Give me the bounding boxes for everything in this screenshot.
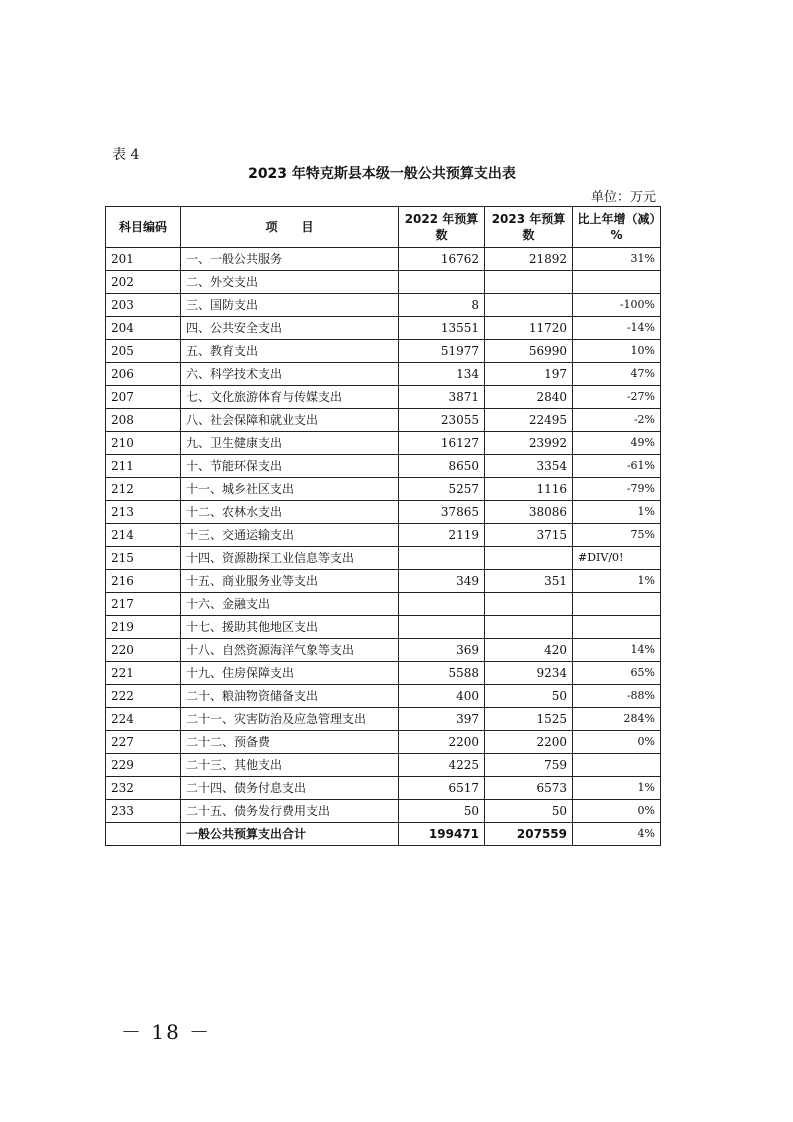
cell-change — [573, 593, 661, 616]
cell-budget-2022: 397 — [399, 708, 485, 731]
cell-item: 九、卫生健康支出 — [181, 432, 399, 455]
cell-item: 二十、粮油物资储备支出 — [181, 685, 399, 708]
cell-item: 十八、自然资源海洋气象等支出 — [181, 639, 399, 662]
cell-budget-2023: 2200 — [485, 731, 573, 754]
cell-code: 222 — [106, 685, 181, 708]
cell-code: 206 — [106, 363, 181, 386]
cell-budget-2023 — [485, 294, 573, 317]
table-row — [106, 386, 661, 409]
cell-code: 203 — [106, 294, 181, 317]
cell-budget-2023: 22495 — [485, 409, 573, 432]
cell-code: 202 — [106, 271, 181, 294]
cell-budget-2023 — [485, 616, 573, 639]
table-row — [106, 363, 661, 386]
cell-change — [573, 754, 661, 777]
cell-change: 4% — [573, 823, 661, 846]
header-change: 比上年增（减）% — [573, 207, 661, 248]
cell-item: 二十一、灾害防治及应急管理支出 — [181, 708, 399, 731]
cell-code: 210 — [106, 432, 181, 455]
table-row — [106, 432, 661, 455]
cell-code: 220 — [106, 639, 181, 662]
cell-code: 221 — [106, 662, 181, 685]
cell-item: 五、教育支出 — [181, 340, 399, 363]
cell-change: -2% — [573, 409, 661, 432]
table-row — [106, 754, 661, 777]
header-budget-2022: 2022 年预算数 — [399, 207, 485, 248]
page-number: － 18 － — [121, 1020, 212, 1044]
cell-item: 十五、商业服务业等支出 — [181, 570, 399, 593]
cell-budget-2022: 369 — [399, 639, 485, 662]
cell-change: #DIV/0! — [573, 547, 661, 570]
cell-budget-2022: 2200 — [399, 731, 485, 754]
table-row — [106, 777, 661, 800]
cell-budget-2023: 11720 — [485, 317, 573, 340]
table-row — [106, 271, 661, 294]
unit-label: 单位：万元 — [590, 190, 656, 205]
cell-budget-2022: 2119 — [399, 524, 485, 547]
cell-budget-2022 — [399, 616, 485, 639]
table-row — [106, 593, 661, 616]
cell-code: 212 — [106, 478, 181, 501]
cell-item: 一般公共预算支出合计 — [181, 823, 399, 846]
cell-change: 75% — [573, 524, 661, 547]
cell-budget-2023: 207559 — [485, 823, 573, 846]
cell-budget-2022 — [399, 547, 485, 570]
table-title: 2023 年特克斯县本级一般公共预算支出表 — [248, 166, 516, 182]
cell-code: 201 — [106, 248, 181, 271]
cell-change: 1% — [573, 777, 661, 800]
cell-budget-2023 — [485, 593, 573, 616]
table-row — [106, 708, 661, 731]
cell-code: 216 — [106, 570, 181, 593]
cell-budget-2022: 37865 — [399, 501, 485, 524]
cell-budget-2022: 4225 — [399, 754, 485, 777]
cell-change — [573, 271, 661, 294]
cell-budget-2022: 199471 — [399, 823, 485, 846]
cell-code: 217 — [106, 593, 181, 616]
cell-budget-2022: 23055 — [399, 409, 485, 432]
cell-budget-2023: 2840 — [485, 386, 573, 409]
cell-budget-2023: 23992 — [485, 432, 573, 455]
cell-budget-2022: 5257 — [399, 478, 485, 501]
cell-item: 十一、城乡社区支出 — [181, 478, 399, 501]
header-row — [106, 207, 661, 248]
cell-budget-2022: 8 — [399, 294, 485, 317]
cell-budget-2023: 50 — [485, 800, 573, 823]
cell-budget-2023: 6573 — [485, 777, 573, 800]
cell-item: 二十五、债务发行费用支出 — [181, 800, 399, 823]
cell-budget-2022: 6517 — [399, 777, 485, 800]
header-budget-2023: 2023 年预算数 — [485, 207, 573, 248]
cell-change: 49% — [573, 432, 661, 455]
cell-item: 十三、交通运输支出 — [181, 524, 399, 547]
cell-code: 224 — [106, 708, 181, 731]
cell-item: 二、外交支出 — [181, 271, 399, 294]
cell-code: 215 — [106, 547, 181, 570]
cell-change: 0% — [573, 731, 661, 754]
table-label: 表 4 — [112, 147, 140, 163]
table-row — [106, 455, 661, 478]
cell-budget-2023: 759 — [485, 754, 573, 777]
cell-budget-2023: 1116 — [485, 478, 573, 501]
cell-item: 一、一般公共服务 — [181, 248, 399, 271]
cell-item: 三、国防支出 — [181, 294, 399, 317]
cell-budget-2023: 1525 — [485, 708, 573, 731]
table-row — [106, 662, 661, 685]
cell-change: 14% — [573, 639, 661, 662]
cell-change: 0% — [573, 800, 661, 823]
cell-change: -61% — [573, 455, 661, 478]
cell-change: -100% — [573, 294, 661, 317]
cell-change: 1% — [573, 501, 661, 524]
cell-code: 219 — [106, 616, 181, 639]
table-row — [106, 409, 661, 432]
cell-change: 10% — [573, 340, 661, 363]
cell-item: 七、文化旅游体育与传媒支出 — [181, 386, 399, 409]
cell-budget-2022: 3871 — [399, 386, 485, 409]
table-row — [106, 524, 661, 547]
cell-code: 214 — [106, 524, 181, 547]
table-row — [106, 685, 661, 708]
cell-change — [573, 616, 661, 639]
header-item: 项 目 — [181, 207, 399, 248]
cell-code — [106, 823, 181, 846]
cell-change: -79% — [573, 478, 661, 501]
cell-budget-2022: 16127 — [399, 432, 485, 455]
cell-change: 284% — [573, 708, 661, 731]
cell-item: 十四、资源勘探工业信息等支出 — [181, 547, 399, 570]
cell-budget-2022: 16762 — [399, 248, 485, 271]
cell-code: 207 — [106, 386, 181, 409]
cell-item: 十六、金融支出 — [181, 593, 399, 616]
cell-item: 二十三、其他支出 — [181, 754, 399, 777]
cell-change: 65% — [573, 662, 661, 685]
cell-budget-2022 — [399, 593, 485, 616]
table-row — [106, 317, 661, 340]
cell-code: 232 — [106, 777, 181, 800]
cell-code: 211 — [106, 455, 181, 478]
cell-item: 二十四、债务付息支出 — [181, 777, 399, 800]
cell-budget-2022: 50 — [399, 800, 485, 823]
cell-budget-2022: 349 — [399, 570, 485, 593]
cell-code: 204 — [106, 317, 181, 340]
table-row — [106, 248, 661, 271]
cell-change: -27% — [573, 386, 661, 409]
cell-change: 47% — [573, 363, 661, 386]
cell-item: 四、公共安全支出 — [181, 317, 399, 340]
cell-item: 十二、农林水支出 — [181, 501, 399, 524]
cell-budget-2022: 13551 — [399, 317, 485, 340]
budget-table — [105, 206, 661, 846]
cell-code: 208 — [106, 409, 181, 432]
cell-budget-2022: 400 — [399, 685, 485, 708]
table-row — [106, 639, 661, 662]
cell-budget-2023: 420 — [485, 639, 573, 662]
cell-code: 233 — [106, 800, 181, 823]
table-row — [106, 800, 661, 823]
table-row — [106, 547, 661, 570]
cell-budget-2022: 8650 — [399, 455, 485, 478]
cell-budget-2023: 3715 — [485, 524, 573, 547]
cell-budget-2023: 197 — [485, 363, 573, 386]
cell-budget-2023: 21892 — [485, 248, 573, 271]
cell-change: -88% — [573, 685, 661, 708]
cell-budget-2023: 351 — [485, 570, 573, 593]
cell-budget-2023: 3354 — [485, 455, 573, 478]
cell-budget-2022: 134 — [399, 363, 485, 386]
cell-change: 31% — [573, 248, 661, 271]
table-row — [106, 616, 661, 639]
cell-change: 1% — [573, 570, 661, 593]
table-body — [106, 248, 661, 846]
table-row — [106, 501, 661, 524]
cell-code: 213 — [106, 501, 181, 524]
table-row — [106, 478, 661, 501]
header-code: 科目编码 — [106, 207, 181, 248]
cell-item: 六、科学技术支出 — [181, 363, 399, 386]
cell-change: -14% — [573, 317, 661, 340]
cell-code: 229 — [106, 754, 181, 777]
cell-budget-2023: 56990 — [485, 340, 573, 363]
cell-item: 十九、住房保障支出 — [181, 662, 399, 685]
table-row — [106, 570, 661, 593]
cell-budget-2023 — [485, 547, 573, 570]
table-row — [106, 294, 661, 317]
cell-item: 八、社会保障和就业支出 — [181, 409, 399, 432]
cell-budget-2022 — [399, 271, 485, 294]
cell-code: 227 — [106, 731, 181, 754]
cell-code: 205 — [106, 340, 181, 363]
table-row — [106, 731, 661, 754]
cell-budget-2023: 50 — [485, 685, 573, 708]
cell-budget-2022: 51977 — [399, 340, 485, 363]
total-row — [106, 823, 661, 846]
cell-budget-2023 — [485, 271, 573, 294]
cell-item: 十七、援助其他地区支出 — [181, 616, 399, 639]
cell-item: 十、节能环保支出 — [181, 455, 399, 478]
cell-budget-2023: 9234 — [485, 662, 573, 685]
cell-item: 二十二、预备费 — [181, 731, 399, 754]
cell-budget-2022: 5588 — [399, 662, 485, 685]
cell-budget-2023: 38086 — [485, 501, 573, 524]
table-row — [106, 340, 661, 363]
